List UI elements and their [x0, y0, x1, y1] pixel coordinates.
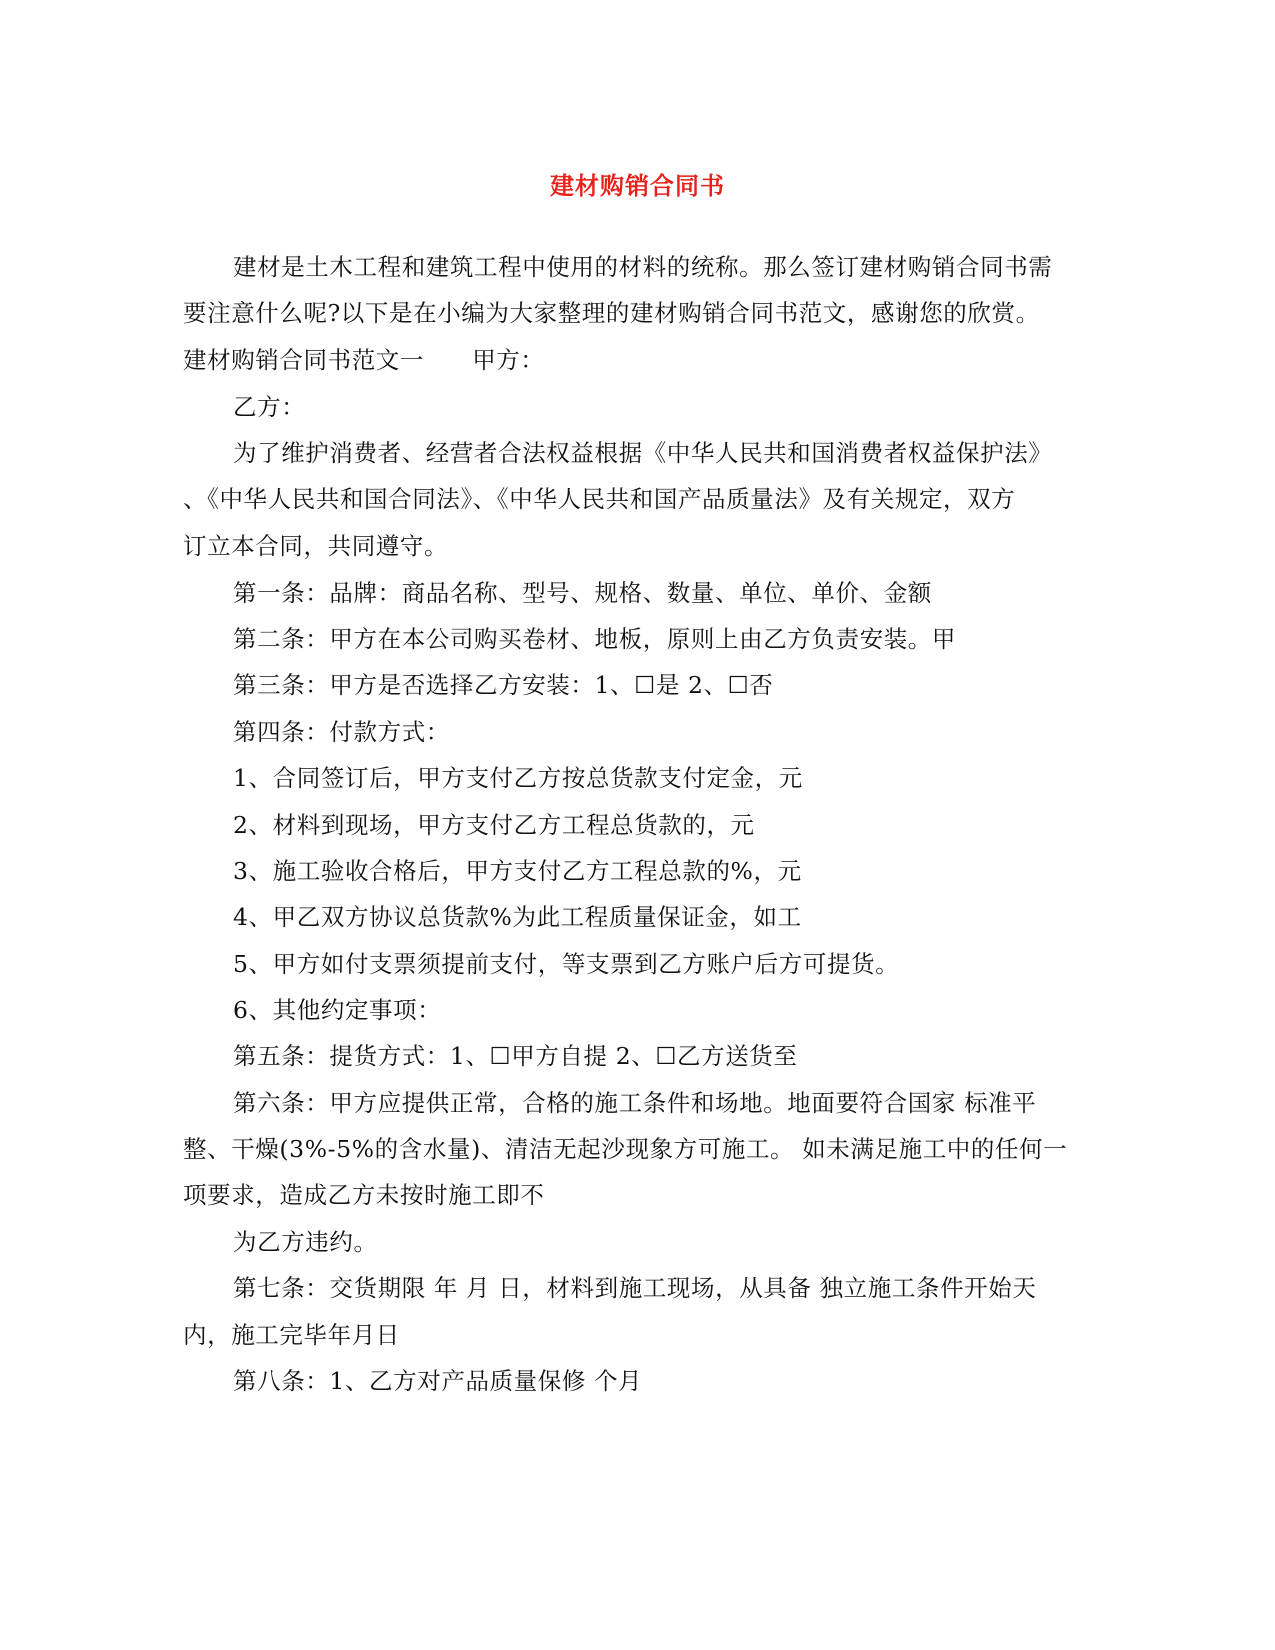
list-item: 3、施工验收合格后，甲方支付乙方工程总款的%，元 [233, 857, 802, 885]
paragraph-line: 乙方： [233, 393, 306, 421]
clause-line: 第五条：提货方式：1、☐甲方自提 2、☐乙方送货至 [233, 1042, 798, 1070]
list-item: 6、其他约定事项： [233, 996, 442, 1024]
clause-line: 第三条：甲方是否选择乙方安装：1、☐是 2、☐否 [233, 671, 774, 699]
paragraph-line: 、《中华人民共和国合同法》、《中华人民共和国产品质量法》及有关规定，双方 [183, 485, 1016, 513]
clause-line: 第七条：交货期限 年 月 日，材料到施工现场，从具备 独立施工条件开始天 [233, 1274, 1037, 1302]
clause-line: 第二条：甲方在本公司购买卷材、地板，原则上由乙方负责安装。甲 [233, 625, 956, 653]
paragraph-line: 订立本合同，共同遵守。 [183, 532, 449, 560]
paragraph-line: 为乙方违约。 [233, 1228, 378, 1256]
list-item: 1、合同签订后，甲方支付乙方按总货款支付定金，元 [233, 764, 803, 792]
clause-line: 第六条：甲方应提供正常，合格的施工条件和场地。地面要符合国家 标准平 [233, 1089, 1037, 1117]
paragraph-line: 建材是土木工程和建筑工程中使用的材料的统称。那么签订建材购销合同书需 [233, 253, 1053, 281]
clause-line: 第八条：1、乙方对产品质量保修 个月 [233, 1367, 643, 1395]
paragraph-line: 为了维护消费者、经营者合法权益根据《中华人民共和国消费者权益保护法》 [233, 439, 1053, 467]
clause-line: 第四条：付款方式： [233, 718, 450, 746]
list-item: 5、甲方如付支票须提前支付，等支票到乙方账户后方可提货。 [233, 950, 900, 978]
list-item: 4、甲乙双方协议总货款%为此工程质量保证金，如工 [233, 903, 802, 931]
paragraph-line: 整、干燥(3%-5%的含水量)、清洁无起沙现象方可施工。 如未满足施工中的任何一 [183, 1135, 1068, 1163]
paragraph-line: 建材购销合同书范文一 甲方： [183, 346, 545, 374]
paragraph-line: 要注意什么呢?以下是在小编为大家整理的建材购销合同书范文，感谢您的欣赏。 [183, 299, 1040, 327]
list-item: 2、材料到现场，甲方支付乙方工程总货款的，元 [233, 811, 755, 839]
paragraph-line: 项要求，造成乙方未按时施工即不 [183, 1181, 545, 1209]
clause-line: 第一条：品牌：商品名称、型号、规格、数量、单位、单价、金额 [233, 579, 932, 607]
paragraph-line: 内，施工完毕年月日 [183, 1321, 400, 1349]
document-title: 建材购销合同书 [550, 171, 725, 200]
